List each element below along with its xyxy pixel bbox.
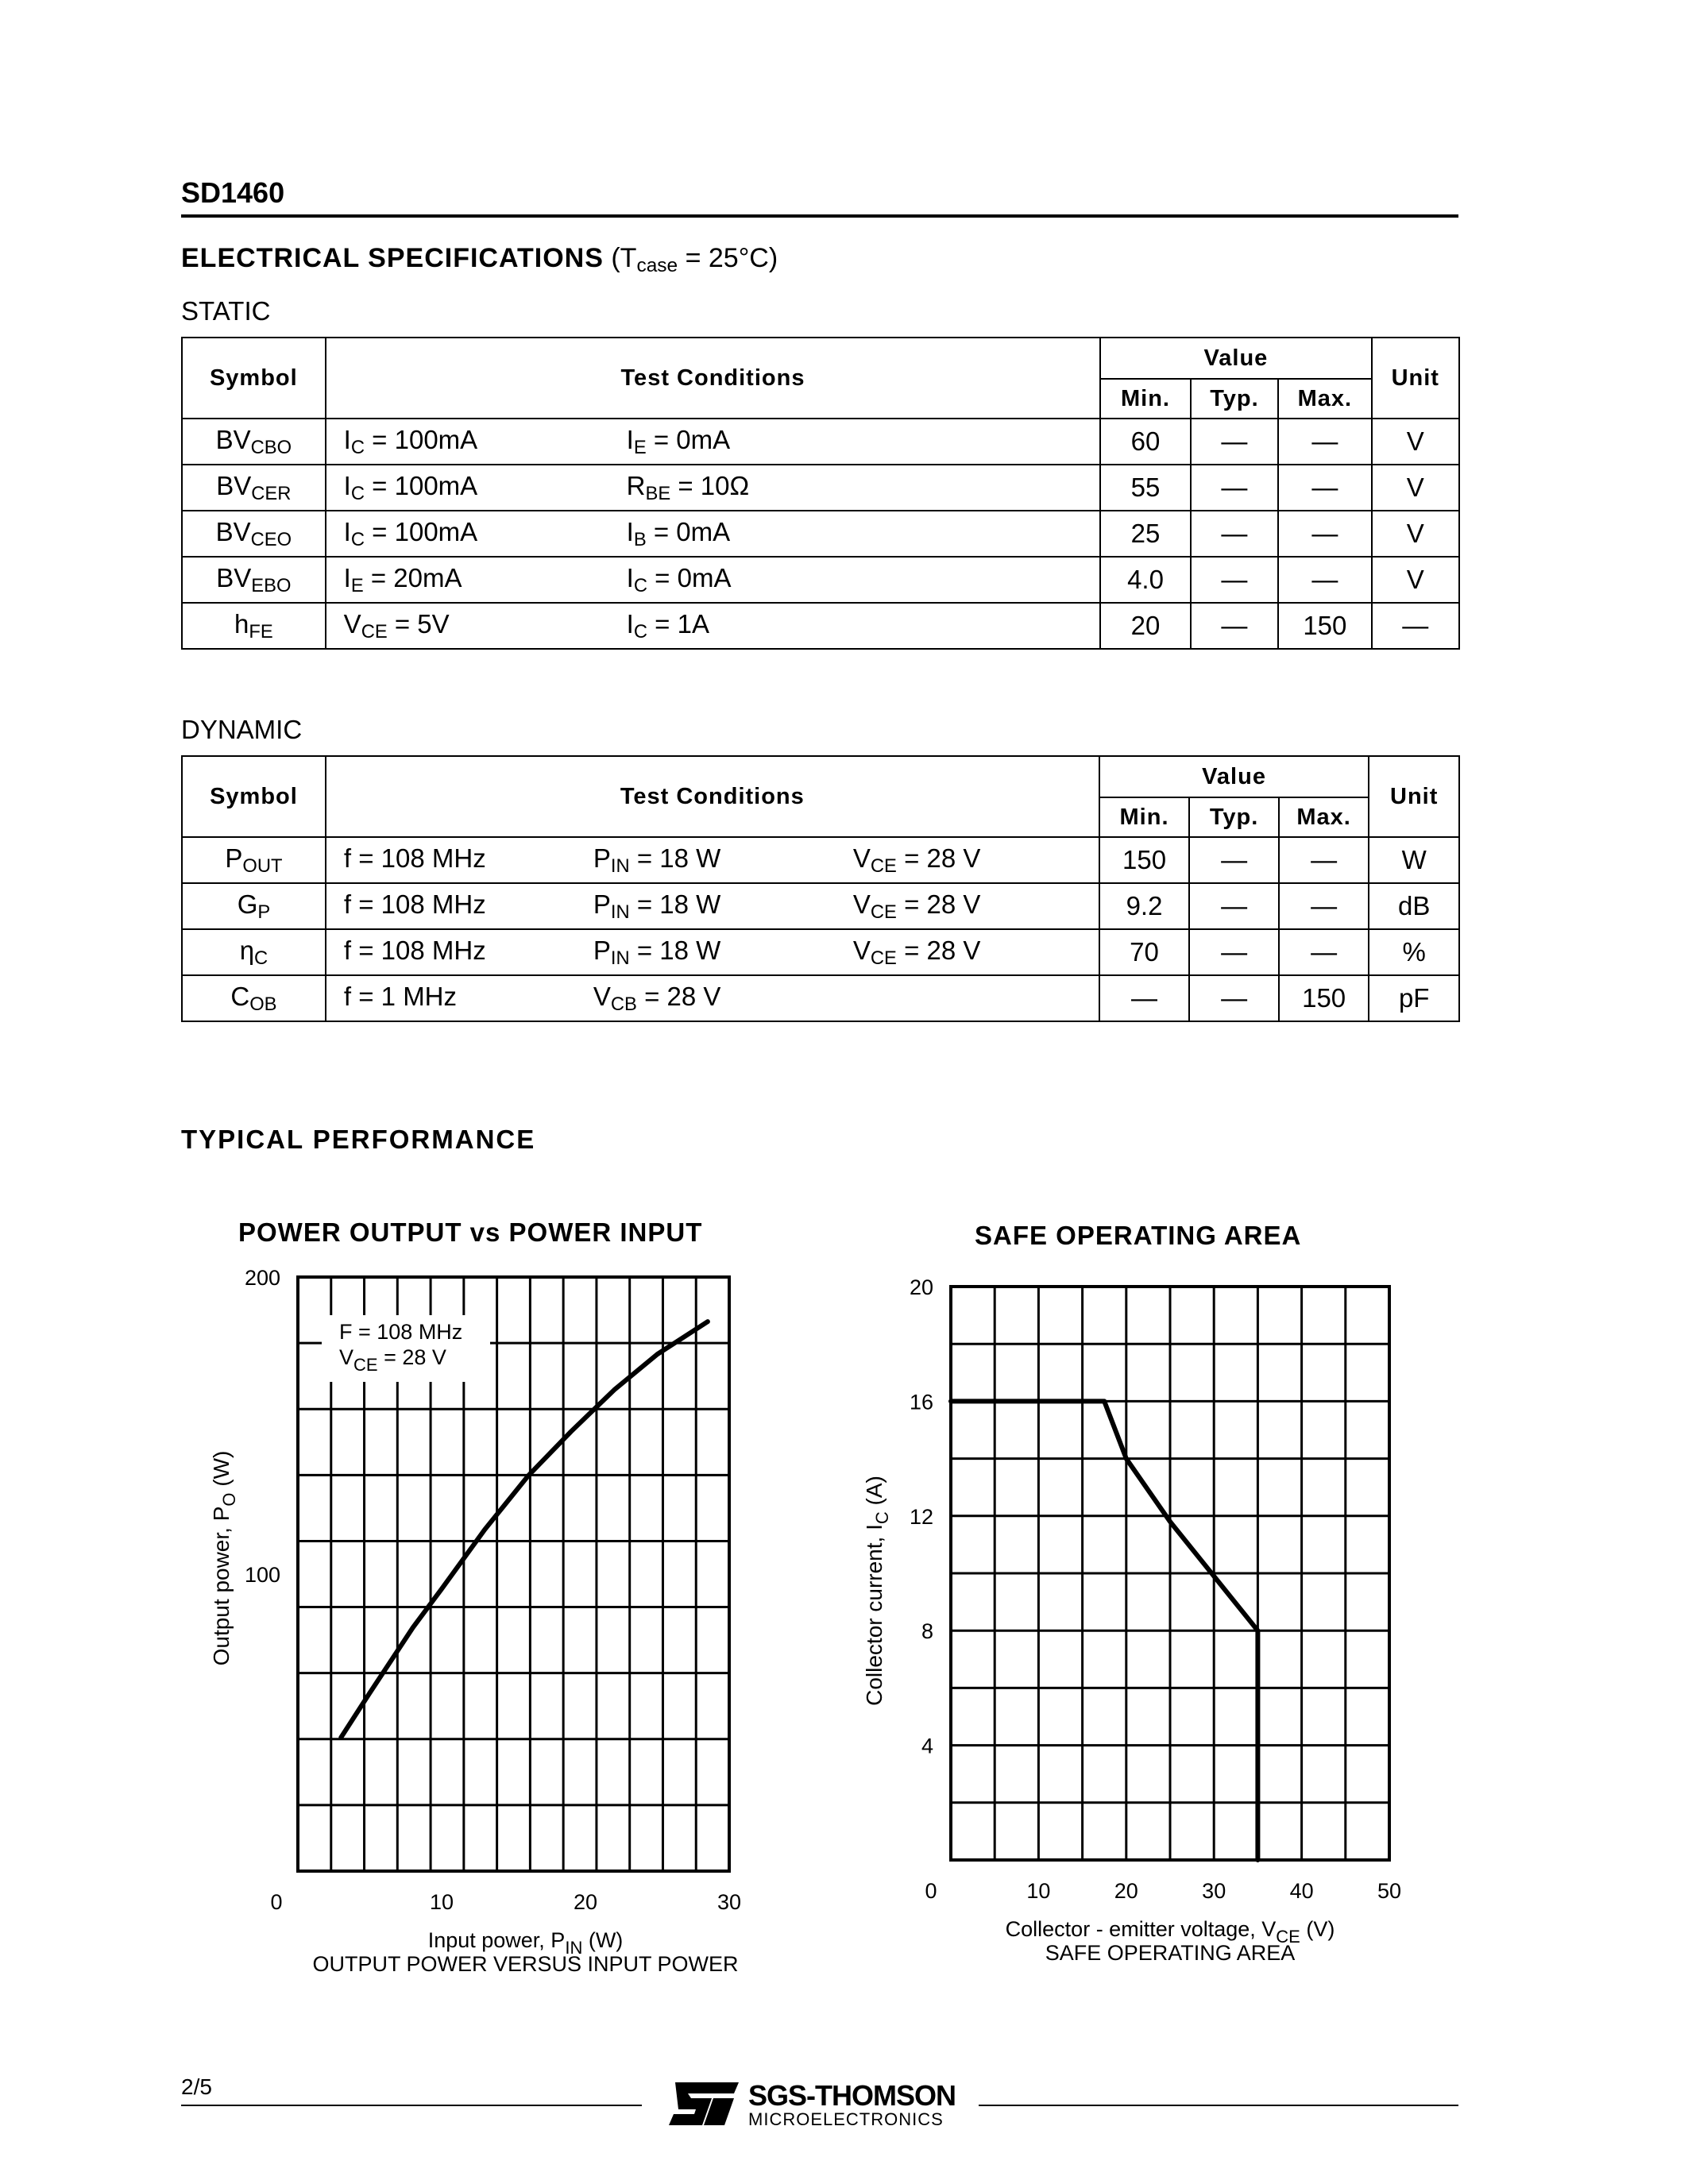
x-tick-label: 20: [1114, 1879, 1138, 1903]
spec-heading-title: ELECTRICAL SPECIFICATIONS: [181, 243, 604, 273]
x-tick-label: 0: [925, 1879, 937, 1903]
x-tick-label: 10: [429, 1890, 454, 1914]
cell-max: —: [1279, 837, 1369, 883]
cell-max: —: [1279, 929, 1369, 975]
condition-1: f = 108 MHz: [343, 889, 486, 919]
x-tick-label: 10: [1026, 1879, 1051, 1903]
condition-3: $V_{CE} = 28$ V: [852, 889, 981, 923]
series-line: [341, 1322, 708, 1738]
header-max: Max.: [1278, 379, 1371, 419]
symbol-text: $BV_{EBO}$: [216, 562, 292, 596]
y-axis-label: Output power, $P_O$ (W): [209, 1450, 239, 1666]
y-axis-label: Collector current, $I_C$ (A): [862, 1476, 892, 1706]
header-value: Value: [1100, 338, 1371, 379]
y-tick-label: 200: [244, 1266, 280, 1290]
static-label: STATIC: [181, 296, 271, 326]
condition-2: $I_C = 1A$: [626, 608, 709, 642]
company-name: SGS-THOMSON: [748, 2079, 956, 2112]
x-tick-label: 20: [573, 1890, 598, 1914]
header-max: Max.: [1279, 797, 1369, 837]
dynamic-label: DYNAMIC: [181, 715, 303, 744]
chart-caption: OUTPUT POWER VERSUS INPUT POWER: [312, 1952, 739, 1976]
condition-2: $I_E = 0mA$: [626, 424, 731, 458]
header-typ: Typ.: [1191, 379, 1278, 419]
condition-1: $V_{CE} = 5V$: [343, 608, 450, 642]
cell-typ: —: [1189, 883, 1279, 929]
condition-1: f = 108 MHz: [343, 843, 486, 873]
cell-typ: —: [1191, 557, 1278, 603]
x-tick-label: 40: [1289, 1879, 1314, 1903]
condition-1: f = 1 MHz: [343, 981, 458, 1011]
condition-2: $P_{IN} = 18$ W: [593, 843, 721, 877]
x-tick-label: 30: [1202, 1879, 1226, 1903]
cell-min: —: [1099, 975, 1190, 1021]
cell-typ: —: [1191, 511, 1278, 557]
header-test-conditions: Test Conditions: [326, 338, 1101, 419]
cell-max: —: [1278, 465, 1371, 511]
cell-unit: V: [1372, 557, 1459, 603]
y-tick-label: 8: [921, 1619, 933, 1644]
cell-unit: V: [1372, 465, 1459, 511]
condition-1: $I_C = 100mA$: [343, 470, 478, 504]
x-axis-label: Collector - emitter voltage, $V_{CE}$ (V): [1005, 1917, 1335, 1947]
part-number: SD1460: [181, 176, 285, 209]
y-tick-label: 12: [909, 1504, 933, 1529]
cell-typ: —: [1189, 837, 1279, 883]
cell-max: 150: [1279, 975, 1369, 1021]
symbol-text: $BV_{CBO}$: [215, 424, 292, 458]
symbol-text: $P_{OUT}$: [225, 843, 283, 877]
y-tick-label: 20: [909, 1275, 933, 1299]
condition-2: $V_{CB} = 28$ V: [593, 981, 721, 1015]
y-tick-label: 16: [909, 1390, 933, 1414]
header-typ: Typ.: [1189, 797, 1279, 837]
annotation-voltage: $V_{CE} = 28$ V: [339, 1345, 446, 1375]
page-number: 2/5: [181, 2074, 212, 2099]
header-value: Value: [1099, 756, 1369, 797]
y-tick-label: 100: [244, 1563, 280, 1587]
condition-2: $I_C = 0mA$: [626, 562, 732, 596]
header-test-conditions: Test Conditions: [326, 756, 1099, 837]
cell-typ: —: [1191, 465, 1278, 511]
x-axis-label: Input power, $P_{IN}$ (W): [427, 1928, 624, 1958]
annotation-frequency: F = 108 MHz: [339, 1320, 463, 1344]
symbol-text: $G_P$: [237, 889, 271, 923]
cell-unit: dB: [1369, 883, 1459, 929]
cell-min: 9.2: [1099, 883, 1190, 929]
x-tick-label: 50: [1377, 1879, 1402, 1903]
cell-unit: V: [1372, 419, 1459, 465]
symbol-text: $BV_{CEO}$: [215, 516, 292, 550]
condition-3: $V_{CE} = 28$ V: [852, 843, 981, 877]
x-tick-label: 0: [270, 1890, 283, 1914]
header-min: Min.: [1099, 797, 1190, 837]
cell-min: 150: [1099, 837, 1190, 883]
cell-min: 60: [1100, 419, 1190, 465]
cell-unit: W: [1369, 837, 1459, 883]
chart1-title: POWER OUTPUT vs POWER INPUT: [238, 1217, 703, 1247]
cell-unit: pF: [1369, 975, 1459, 1021]
cell-min: 25: [1100, 511, 1190, 557]
condition-1: $I_C = 100mA$: [343, 424, 478, 458]
condition-2: $P_{IN} = 18$ W: [593, 935, 721, 969]
cell-max: —: [1279, 883, 1369, 929]
cell-typ: —: [1191, 603, 1278, 649]
header-unit: Unit: [1372, 338, 1459, 419]
condition-1: f = 108 MHz: [343, 935, 486, 965]
y-tick-label: 4: [921, 1734, 933, 1758]
company-division: MICROELECTRONICS: [748, 2109, 944, 2129]
header-symbol: Symbol: [182, 756, 326, 837]
cell-max: —: [1278, 419, 1371, 465]
cell-typ: —: [1191, 419, 1278, 465]
cell-typ: —: [1189, 929, 1279, 975]
cell-min: 20: [1100, 603, 1190, 649]
cell-max: —: [1278, 511, 1371, 557]
spec-heading-condition: $(T_{case} = 25^\circ C)$: [611, 243, 778, 277]
cell-min: 4.0: [1100, 557, 1190, 603]
symbol-text: $h_{FE}$: [234, 608, 273, 642]
footer-rule-left: [181, 2105, 642, 2106]
condition-2: $R_{BE} = 10\Omega$: [626, 470, 750, 504]
condition-1: $I_C = 100mA$: [343, 516, 478, 550]
condition-2: $I_B = 0mA$: [626, 516, 731, 550]
symbol-text: $\eta_C$: [239, 935, 268, 969]
cell-min: 55: [1100, 465, 1190, 511]
header-min: Min.: [1100, 379, 1190, 419]
chart2-title: SAFE OPERATING AREA: [975, 1221, 1302, 1250]
performance-heading: TYPICAL PERFORMANCE: [181, 1125, 536, 1154]
st-logo-icon: [667, 2079, 743, 2128]
header-unit: Unit: [1369, 756, 1459, 837]
x-tick-label: 30: [717, 1890, 742, 1914]
condition-3: $V_{CE} = 28$ V: [852, 935, 981, 969]
cell-max: —: [1278, 557, 1371, 603]
cell-typ: —: [1189, 975, 1279, 1021]
condition-1: $I_E = 20mA$: [343, 562, 462, 596]
cell-unit: %: [1369, 929, 1459, 975]
cell-max: 150: [1278, 603, 1371, 649]
symbol-text: $C_{OB}$: [230, 981, 277, 1015]
cell-min: 70: [1099, 929, 1190, 975]
header-symbol: Symbol: [182, 338, 326, 419]
chart-caption: SAFE OPERATING AREA: [1045, 1941, 1296, 1965]
cell-unit: V: [1372, 511, 1459, 557]
condition-2: $P_{IN} = 18$ W: [593, 889, 721, 923]
symbol-text: $BV_{CER}$: [216, 470, 292, 504]
footer-rule-right: [979, 2105, 1458, 2106]
cell-unit: —: [1372, 603, 1459, 649]
